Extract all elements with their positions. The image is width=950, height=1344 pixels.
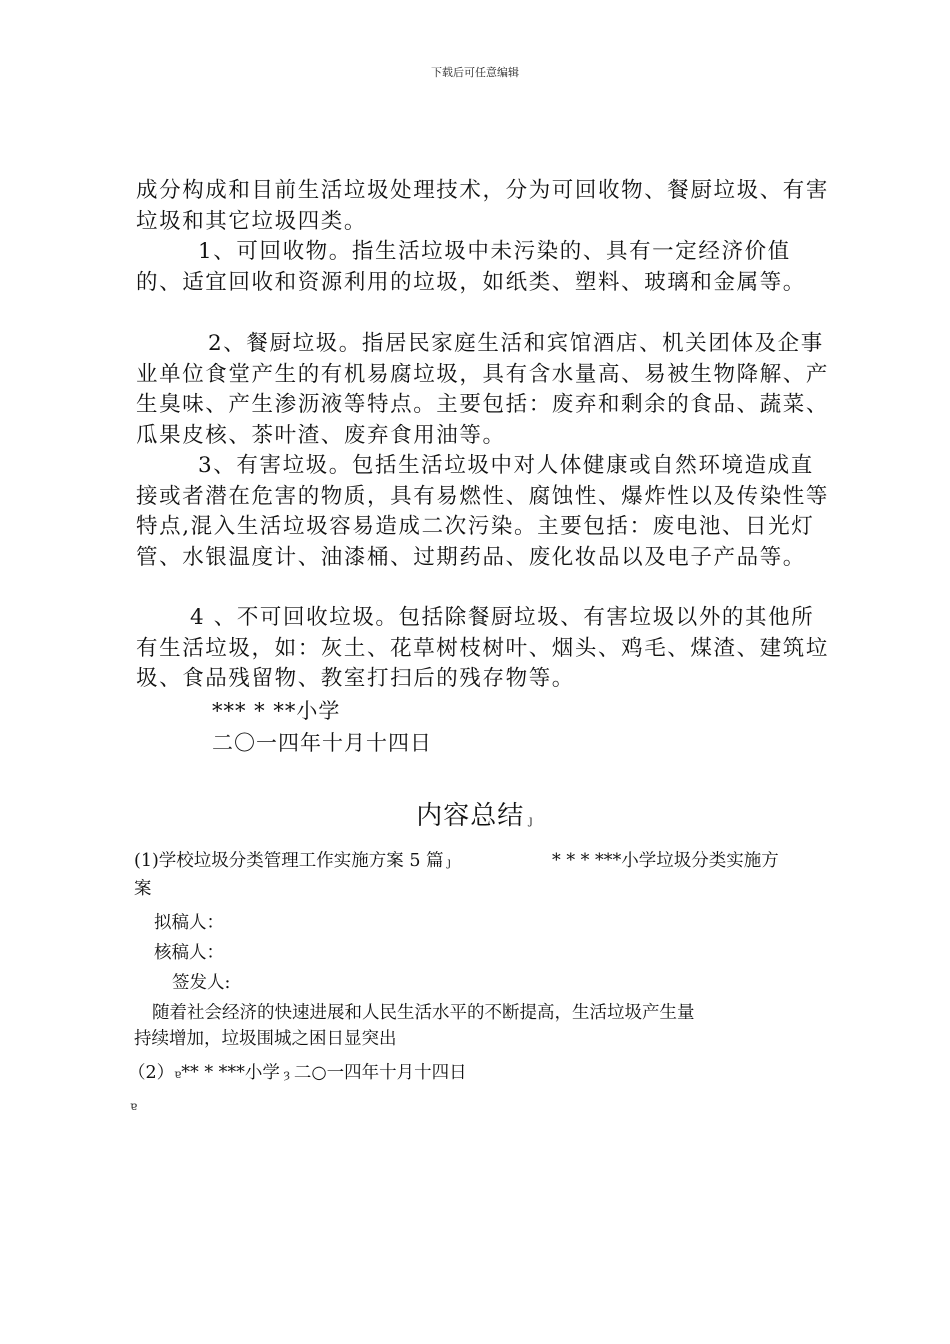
paragraph-mark-icon: ȷ <box>443 855 452 869</box>
body-paragraph-hazardous <box>136 451 836 573</box>
summary-item2-school: ** * ***小学 <box>181 1063 280 1083</box>
body-paragraph-kitchen <box>136 329 836 451</box>
paragraph-kitchen: 2、餐厨垃圾。指居民家庭生活和宾馆酒店、机关团体及企事业单位食堂产生的有机易腐垃圾，具有含水量高、易被生物降解、产生臭味、产生渗沥液等特点。主要包括：废弃和剩余的食品、蔬菜、瓜果皮核、茶叶渣、废弃食用油等。 <box>136 331 830 448</box>
summary-para-line2: 持续增加，垃圾围城之困日显突出 <box>134 1029 397 1049</box>
summary-issuer: 签发人: <box>172 973 231 993</box>
signature-school: *** * **小学 <box>212 699 341 723</box>
end-mark <box>130 1092 137 1119</box>
paragraph-intro: 成分构成和目前生活垃圾处理技术，分为可回收物、餐厨垃圾、有害垃圾和其它垃圾四类。 <box>136 178 830 234</box>
paragraph-mark-icon: ȷ <box>524 813 534 827</box>
body-paragraph-other <box>136 603 836 695</box>
summary-item1-wrap: 案 <box>134 879 152 899</box>
return-mark-icon: ɐ <box>174 1067 182 1081</box>
summary-item2-label: （2） <box>128 1063 175 1083</box>
page-header: 下载后可任意编辑 <box>431 66 519 79</box>
paragraph-hazardous: 3、有害垃圾。包括生活垃圾中对人体健康或自然环境造成直接或者潜在危害的物质，具有易燃性、腐蚀性、爆炸性以及传染性等特点,混入生活垃圾容易造成二次污染。主要包括：废电池、日光灯管、水银温度计、油漆桶、过期药品、废化妆品以及电子产品等。 <box>136 453 830 570</box>
signature-date: 二〇一四年十月十四日 <box>212 731 432 755</box>
body-paragraph-recyclable <box>136 237 836 298</box>
return-mark-icon: ȝ <box>279 1067 294 1081</box>
body-paragraph-intro <box>136 176 836 237</box>
summary-item2 <box>128 1060 467 1087</box>
summary-para-line1: 随着社会经济的快速进展和人民生活水平的不断提高，生活垃圾产生量 <box>152 1003 695 1023</box>
summary-drafter: 拟稿人： <box>154 913 224 933</box>
summary-item2-date: 二○一四年十月十四日 <box>293 1063 467 1083</box>
summary-title: 内容总结 ȷ <box>416 801 534 831</box>
summary-item1-title: (1)学校垃圾分类管理工作实施方案 5 篇 ȷ <box>134 851 452 871</box>
summary-item1-right: * * * ***小学垃圾分类实施方 <box>552 851 779 871</box>
return-mark-icon: ɐ <box>130 1099 138 1113</box>
paragraph-recyclable: 1、可回收物。指生活垃圾中未污染的、具有一定经济价值的、适宜回收和资源利用的垃圾，如纸类、塑料、玻璃和金属等。 <box>136 239 806 295</box>
summary-reviewer: 核稿人： <box>154 943 224 963</box>
paragraph-other: 4 、不可回收垃圾。包括除餐厨垃圾、有害垃圾以外的其他所有生活垃圾，如：灰土、花草树枝树叶、烟头、鸡毛、煤渣、建筑垃圾、食品残留物、教室打扫后的残存物等。 <box>136 605 830 691</box>
